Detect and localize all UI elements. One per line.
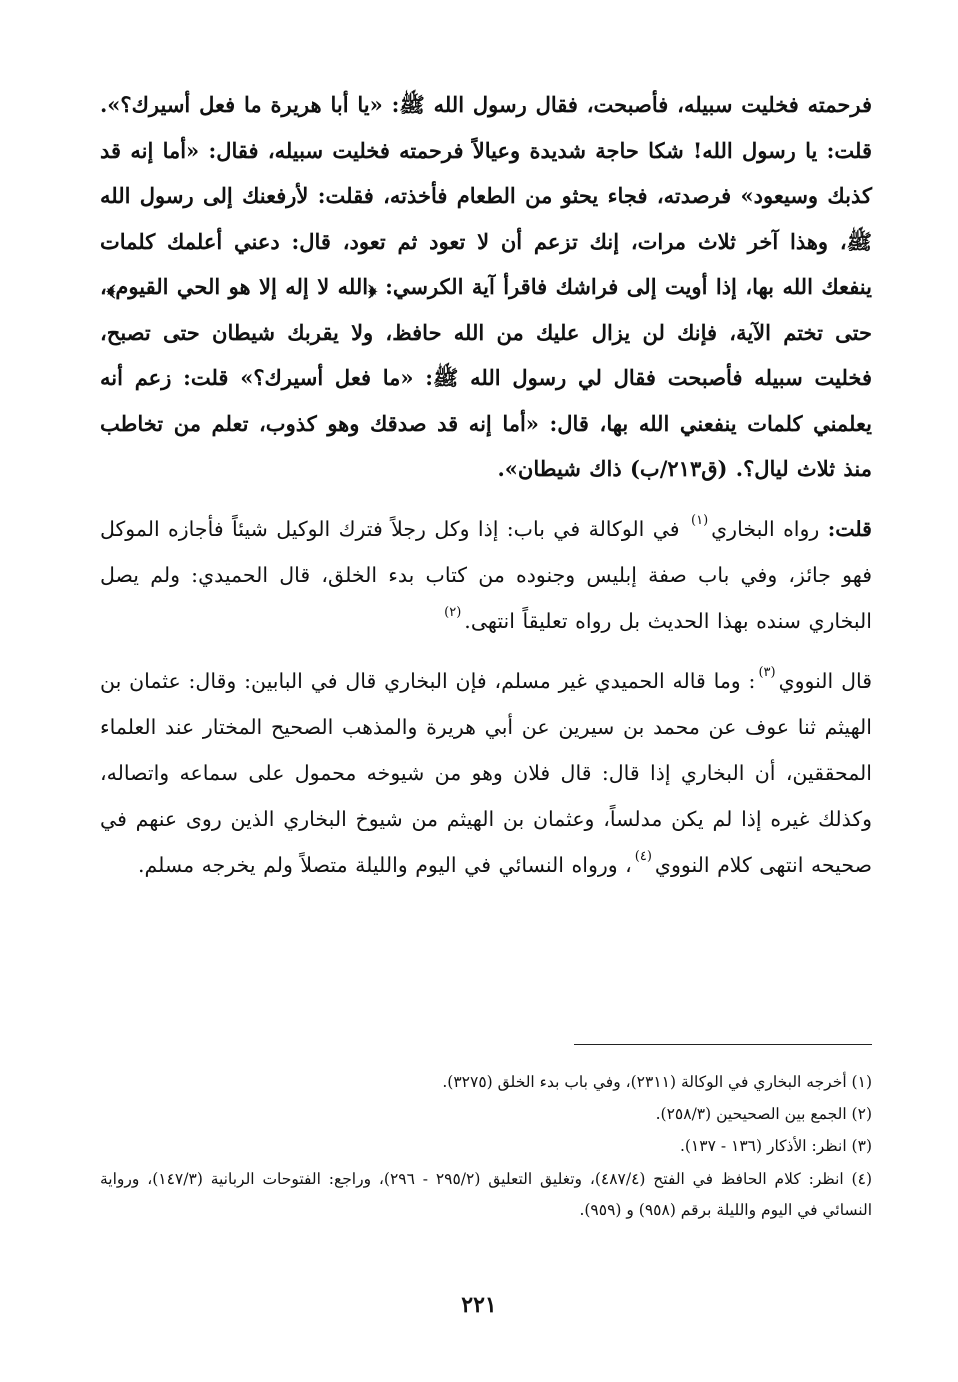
footnotes [100,1066,872,1226]
footnote-ref-3: (٣) [758,664,776,680]
footnote-3: (٣) انظر: الأذكار (١٣٦ - ١٣٧). [679,1137,872,1155]
footnote-1: (١) أخرجه البخاري في الوكالة (٢٣١١)، وفي باب بدء الخلق (٣٢٧٥). [442,1073,872,1091]
footnote-ref-4: (٤) [634,848,652,864]
commentary-text: : وما قاله الحميدي غير مسلم، فإن البخاري قال في البابين: وقال: عثمان بن الهيثم ثنا عوف عن محمد بن سيرين عن أبي هريرة والمذهب الصحيح المختار عند العلماء المحققين، أن البخاري إذا قال: قال فلان وهو من شيوخه محمول على سماعه واتصاله، وكذلك غيره إذا لم يكن مدلساً، وعثمان بن الهيثم من شيوخ البخاري الذين روى عنهم في صحيحه انتهى كلام النووي [100,668,872,877]
footnote-ref-1: (١) [691,512,709,528]
footnote-4: (٤) انظر: كلام الحافظ في الفتح (٤٨٧/٤)، وتغليق التعليق (٢٩٥/٢ - ٢٩٦)، وراجع: الفتوحات الربانية (١٤٧/٣)، ورواية النسائي في اليوم والليلة برقم (٩٥٨) و (٩٥٩). [100,1170,872,1219]
page-number: ٢٢١ [461,1292,497,1318]
commentary-text: قال النووي [778,668,873,693]
commentary-text: ، ورواه النسائي في اليوم والليلة متصلاً ولم يخرجه مسلم. [137,852,632,877]
footnote-ref-2: (٢) [444,604,462,620]
commentary-paragraph-1 [100,506,872,644]
commentary-paragraph-2 [100,658,872,888]
page-body [100,82,872,888]
hadith-paragraph: فرحمته فخليت سبيله، فأصبحت، فقال رسول الله ﷺ: «يا أبا هريرة ما فعل أسيرك؟». قلت: يا رسول الله! شكا حاجة شديدة وعيالاً فرحمته فخليت سبيله، فقال: «أما إنه قد كذبك وسيعود» فرصدته، فجاء يحثو من الطعام فأخذته، فقلت: لأرفعنك إلى رسول الله ﷺ، وهذا آخر ثلاث مرات، إنك تزعم أن لا تعود ثم تعود، قال: دعني أعلمك كلمات ينفعك الله بها، إذا أويت إلى فراشك فاقرأ آية الكرسي: ﴿الله لا إله إلا هو الحي القيوم﴾، حتى تختم الآية، فإنك لن يزال عليك من الله حافظ، ولا يقربك شيطان حتى تصبح، فخليت سبيله فأصبحت فقال لي رسول الله ﷺ: «ما فعل أسيرك؟» قلت: زعم أنه يعلمني كلمات ينفعني الله بها، قال: «أما إنه قد صدقك وهو كذوب، تعلم من تخاطب منذ ثلاث ليال؟. (ق٢١٣/ب) ذاك شيطان». [100,92,872,481]
commentary-text: في الوكالة في باب: إذا وكل رجلاً فترك الوكيل شيئاً فأجازه الموكل فهو جائز، وفي باب صفة إبليس وجنوده من كتاب بدء الخلق، قال الحميدي: ولم يصل البخاري سنده بهذا الحديث بل رواه تعليقاً انتهى. [100,516,872,633]
footnote-divider [574,1044,872,1045]
commentary-text: رواه البخاري [711,516,820,541]
footnote-2: (٢) الجمع بين الصحيحين (٢٥٨/٣). [655,1105,872,1123]
commentary-lead: قلت: [827,516,872,541]
